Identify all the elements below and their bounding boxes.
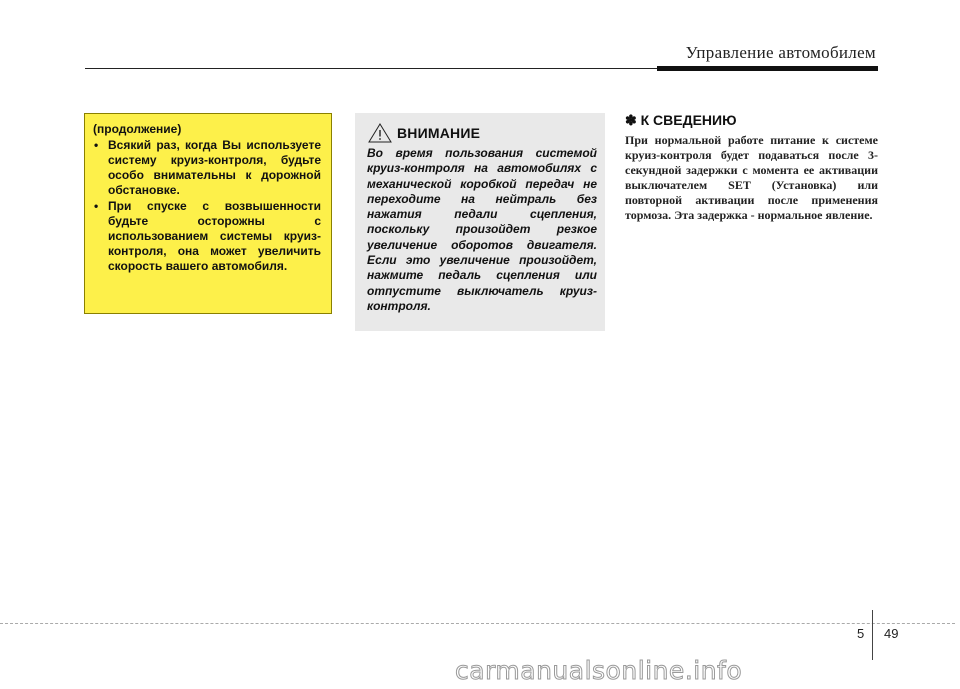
info-text: При нормальной работе питание к системе круиз-контроля будет подаваться после 3-секундной задержки с момента ее активации выключателем SET (Установка) или повторной активации после применения тормоза. Эта задержка - нормальное явление. [625,133,878,222]
bullet-icon: • [94,138,99,152]
chapter-number: 5 [857,626,865,641]
info-title-text: К СВЕДЕНИЮ [640,112,737,128]
caution-item-text: Всякий раз, когда Вы используете систему круиз-контроля, будьте особо внимательны к дорожной обстановке. [108,138,321,197]
warning-triangle-icon [367,122,393,144]
warning-text: Во время пользования системой круиз-контроля на автомобилях с механической коробкой передач не переходите на нейтраль без нажатия педали сцепления, поскольку произойдет резкое увеличение оборотов двигателя. Если это увеличение произойдет, нажмите педаль сцепления или отпустите выключатель круиз-контроля. [367,146,597,313]
info-section [625,112,878,223]
page-number: 49 [884,626,899,641]
asterisk-icon: ✽ [625,112,637,128]
caution-box [84,113,332,314]
warning-header [367,121,597,145]
warning-title: ВНИМАНИЕ [397,125,481,141]
continued-label: (продолжение) [93,122,182,136]
page-number-divider [872,610,873,660]
caution-item [93,199,321,274]
watermark-text: carmanualsonline.info [455,656,743,685]
footer-dashed-line [0,623,955,624]
caution-item-text: При спуске с возвышенности будьте осторожны с использованием системы круиз-контроля, она может увеличить скорость вашего автомобиля. [108,199,321,273]
bullet-icon: • [94,199,99,213]
warning-box [355,113,605,331]
header-rule [85,68,657,69]
info-title [625,112,878,129]
page-header-title: Управление автомобилем [685,43,876,62]
header-bar [657,66,878,71]
caution-list [93,138,321,274]
caution-item [93,138,321,198]
